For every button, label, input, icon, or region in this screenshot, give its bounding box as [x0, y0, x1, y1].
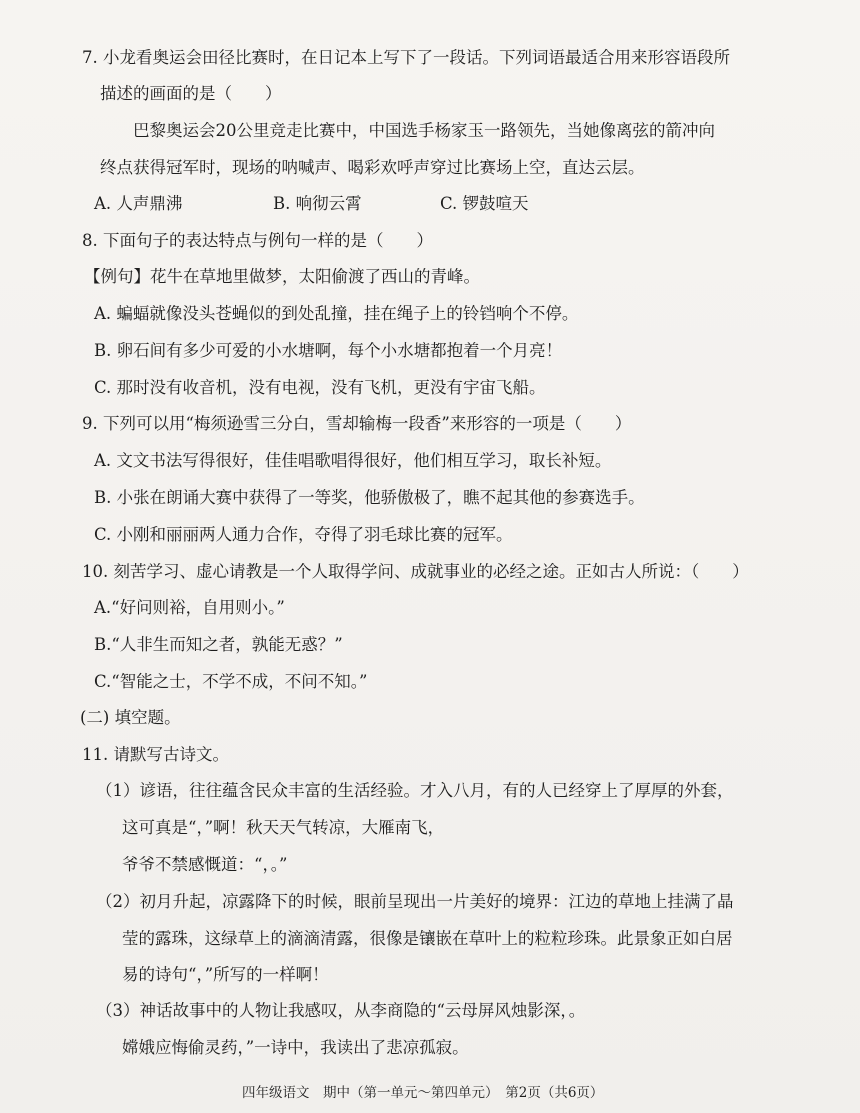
q9-stem: 9. 下列可以用“梅须逊雪三分白，雪却输梅一段香”来形容的一项是（ ）	[82, 414, 632, 433]
q11-part1-text-f: 。”	[270, 855, 288, 874]
q11-part3-line-2	[122, 1037, 469, 1059]
q11-part2-text-c: ”所写的一样啊！	[204, 965, 329, 984]
q11-part1-line-3	[122, 854, 287, 876]
q9-option-c: C. 小刚和丽丽两人通力合作，夺得了羽毛球比赛的冠军。	[94, 525, 513, 544]
q7-option-c: C. 锣鼓喧天	[440, 194, 529, 213]
q11-part3-text-d: ”一诗中，我读出了悲凉孤寂。	[245, 1038, 469, 1057]
q11-part1-text-e: ，	[262, 855, 271, 874]
q11-part2-line-3	[122, 964, 329, 986]
q11-part3-line-1	[96, 1000, 585, 1022]
q11-part1-line-1: （1）谚语，往往蕴含民众丰富的生活经验。才入八月，有的人已经穿上了厚厚的外套，	[96, 781, 734, 800]
q7-option-a: A. 人声鼎沸	[94, 194, 183, 213]
q11-stem: 11. 请默写古诗文。	[82, 745, 229, 764]
q11-part3-text-c: 嫦娥应悔偷灵药，	[122, 1038, 246, 1057]
q11-part2-text-a: 易的诗句“	[122, 965, 197, 984]
q7-stem-line-1: 7. 小龙看奥运会田径比赛时，在日记本上写下了一段话。下列词语最适合用来形容语段所	[82, 48, 730, 67]
q10-option-c: C.“智能之士，不学不成，不问不知。”	[94, 672, 368, 691]
q11-part3-text-b: 。	[568, 1001, 586, 1020]
q9-option-b: B. 小张在朗诵大赛中获得了一等奖，他骄傲极了，瞧不起其他的参赛选手。	[94, 488, 645, 507]
q7-option-b: B. 响彻云霄	[273, 194, 362, 213]
q7-passage-line-1: 巴黎奥运会20公里竞走比赛中，中国选手杨家玉一路领先，当她像离弦的箭冲向	[133, 121, 715, 140]
q11-part1-line-2	[122, 817, 444, 839]
q8-stem: 8. 下面句子的表达特点与例句一样的是（ ）	[82, 231, 433, 250]
section-two-heading: (二) 填空题。	[80, 708, 181, 727]
q8-option-c: C. 那时没有收音机，没有电视，没有飞机，更没有宇宙飞船。	[94, 378, 546, 397]
q11-part2-line-2: 莹的露珠，这绿草上的滴滴清露，很像是镶嵌在草叶上的粒粒珍珠。此景象正如白居	[122, 929, 733, 948]
q10-option-b: B.“人非生而知之者，孰能无惑？”	[94, 635, 343, 654]
q7-stem-line-2: 描述的画面的是（ ）	[100, 84, 282, 103]
q10-stem: 10. 刻苦学习、虚心请教是一个人取得学问、成就事业的必经之途。正如古人所说：（ ）	[82, 562, 749, 581]
q7-passage-line-2: 终点获得冠军时，现场的呐喊声、喝彩欢呼声穿过比赛场上空，直达云层。	[100, 158, 645, 177]
q8-option-b: B. 卵石间有多少可爱的小水塘啊，每个小水塘都抱着一个月亮！	[94, 341, 563, 360]
q11-part1-text-b: ，	[196, 818, 205, 837]
q11-part1-text-d: 爷爷不禁感慨道：“	[122, 855, 263, 874]
q9-option-a: A. 文文书法写得很好，佳佳唱歌唱得很好，他们相互学习，取长补短。	[94, 451, 612, 470]
q11-part1-text-a: 这可真是“	[122, 818, 197, 837]
page-footer: 四年级语文 期中（第一单元～第四单元） 第2页（共6页）	[242, 1085, 604, 1101]
q11-part2-text-b: ，	[196, 965, 205, 984]
q11-part3-text-a: （3）神话故事中的人物让我感叹，从李商隐的“云母屏风烛影深，	[96, 1001, 569, 1020]
q8-option-a: A. 蝙蝠就像没头苍蝇似的到处乱撞，挂在绳子上的铃铛响个不停。	[94, 304, 579, 323]
q11-part1-text-c: ”啊！秋天天气转凉，大雁南飞，	[204, 818, 445, 837]
q10-option-a: A.“好问则裕，自用则小。”	[94, 598, 285, 617]
q8-example: 【例句】花牛在草地里做梦，太阳偷渡了西山的青峰。	[84, 267, 480, 286]
q11-part2-line-1: （2）初月升起，凉露降下的时候，眼前呈现出一片美好的境界：江边的草地上挂满了晶	[96, 892, 734, 911]
